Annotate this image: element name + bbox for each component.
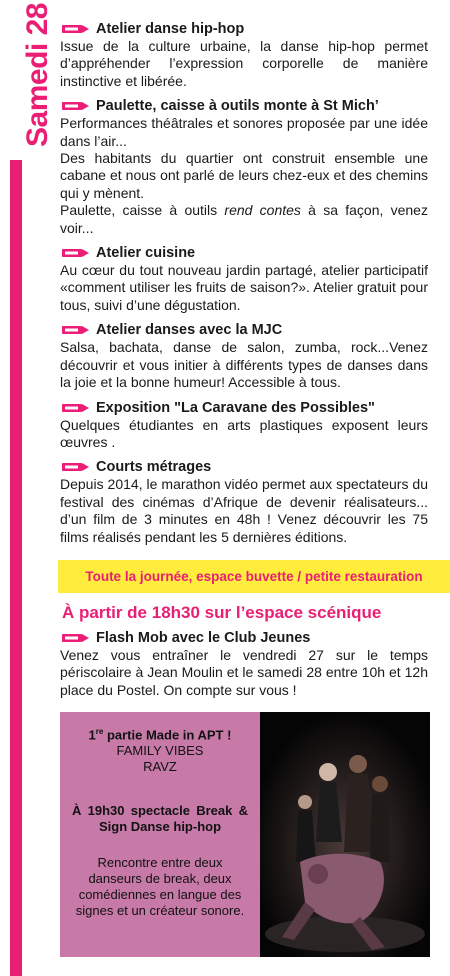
program-entry [60, 399, 428, 452]
entry-title: Atelier danse hip-hop [96, 21, 245, 37]
program-entry [60, 97, 428, 237]
day-label: Samedi 28 [21, 3, 54, 147]
entry-text: Issue de la culture urbaine, la danse hip-hop permet d’appréhender l’expression corporelle de manière instinctive et libérée. [60, 38, 428, 89]
sidebar-accent-bar [10, 160, 22, 976]
entry-title: Exposition "La Caravane des Possibles" [96, 399, 375, 416]
entry-text: Au cœur du tout nouveau jardin partagé, atelier participatif «comment utiliser les fruits de saison?». Atelier gratuit pour tous, suivi d’une dégustation. [60, 262, 428, 313]
first-part-title: 1re partie Made in APT ! [88, 727, 232, 743]
program-entry [60, 629, 428, 699]
entry-text: Depuis 2014, le marathon vidéo permet aux spectateurs du festival des cinémas d’Afrique de devenir réalisateurs... d’un film de 3 minutes en 48h ! Venez découvrir les 75 films réalisés pendant les 5 dernières éditions. [60, 476, 428, 545]
show-title: À 19h30 spectacle Break & Sign Danse hip-hop [72, 803, 248, 835]
show-info [60, 712, 260, 957]
entry-text: Quelques étudiantes en arts plastiques exposent leurs œuvres . [60, 416, 428, 450]
entry-title: Atelier danses avec la MJC [96, 322, 283, 339]
pencil-icon [60, 247, 90, 259]
act-name: RAVZ [143, 759, 177, 775]
pencil-icon [60, 632, 90, 644]
pencil-icon [60, 324, 90, 336]
entry-title: Atelier cuisine [96, 245, 196, 262]
program-entry [60, 20, 428, 90]
dance-photo [260, 712, 430, 957]
pencil-icon [60, 461, 90, 473]
entry-title: Paulette, caisse à outils monte à St Mich’ [96, 98, 379, 115]
entry-text: Des habitants du quartier ont construit ensemble une cabane et nous ont parlé de leurs chez-eux et des chemins qui y mènent. [60, 150, 428, 201]
entry-text: Venez vous entraîner le vendredi 27 sur le temps périscolaire à Jean Moulin et le samedi 28 entre 10h et 12h place du Postel. On compte sur vous ! [60, 646, 428, 698]
entry-text: Salsa, bachata, danse de salon, zumba, rock...Venez découvrir et vous initier à différents types de danses dans la joie et la bonne humeur! Accessible à tous. [60, 339, 428, 391]
entry-title: Courts métrages [96, 459, 212, 476]
entry-title: Flash Mob avec le Club Jeunes [96, 629, 311, 646]
program-entry [60, 244, 428, 314]
pencil-icon [60, 100, 90, 112]
act-name: FAMILY VIBES [116, 743, 204, 759]
evening-show-box [60, 712, 430, 957]
program-content [60, 20, 428, 706]
program-entry [60, 458, 428, 546]
dancers-image [260, 712, 430, 957]
scene-title: À partir de 18h30 sur l’espace scénique [62, 602, 382, 622]
refreshment-banner: Toute la journée, espace buvette / petite restauration [58, 560, 450, 593]
show-description: Rencontre entre deux danseurs de break, deux comédiennes en langue des signes et un créateur sonore. [75, 855, 245, 919]
entry-text: Paulette, caisse à outils rend contes à sa façon, venez voir... [60, 202, 428, 236]
entry-text: Performances théâtrales et sonores proposée par une idée dans l’air... [60, 115, 428, 149]
program-entry [60, 321, 428, 391]
pencil-icon [60, 402, 90, 414]
pencil-icon [60, 23, 90, 35]
